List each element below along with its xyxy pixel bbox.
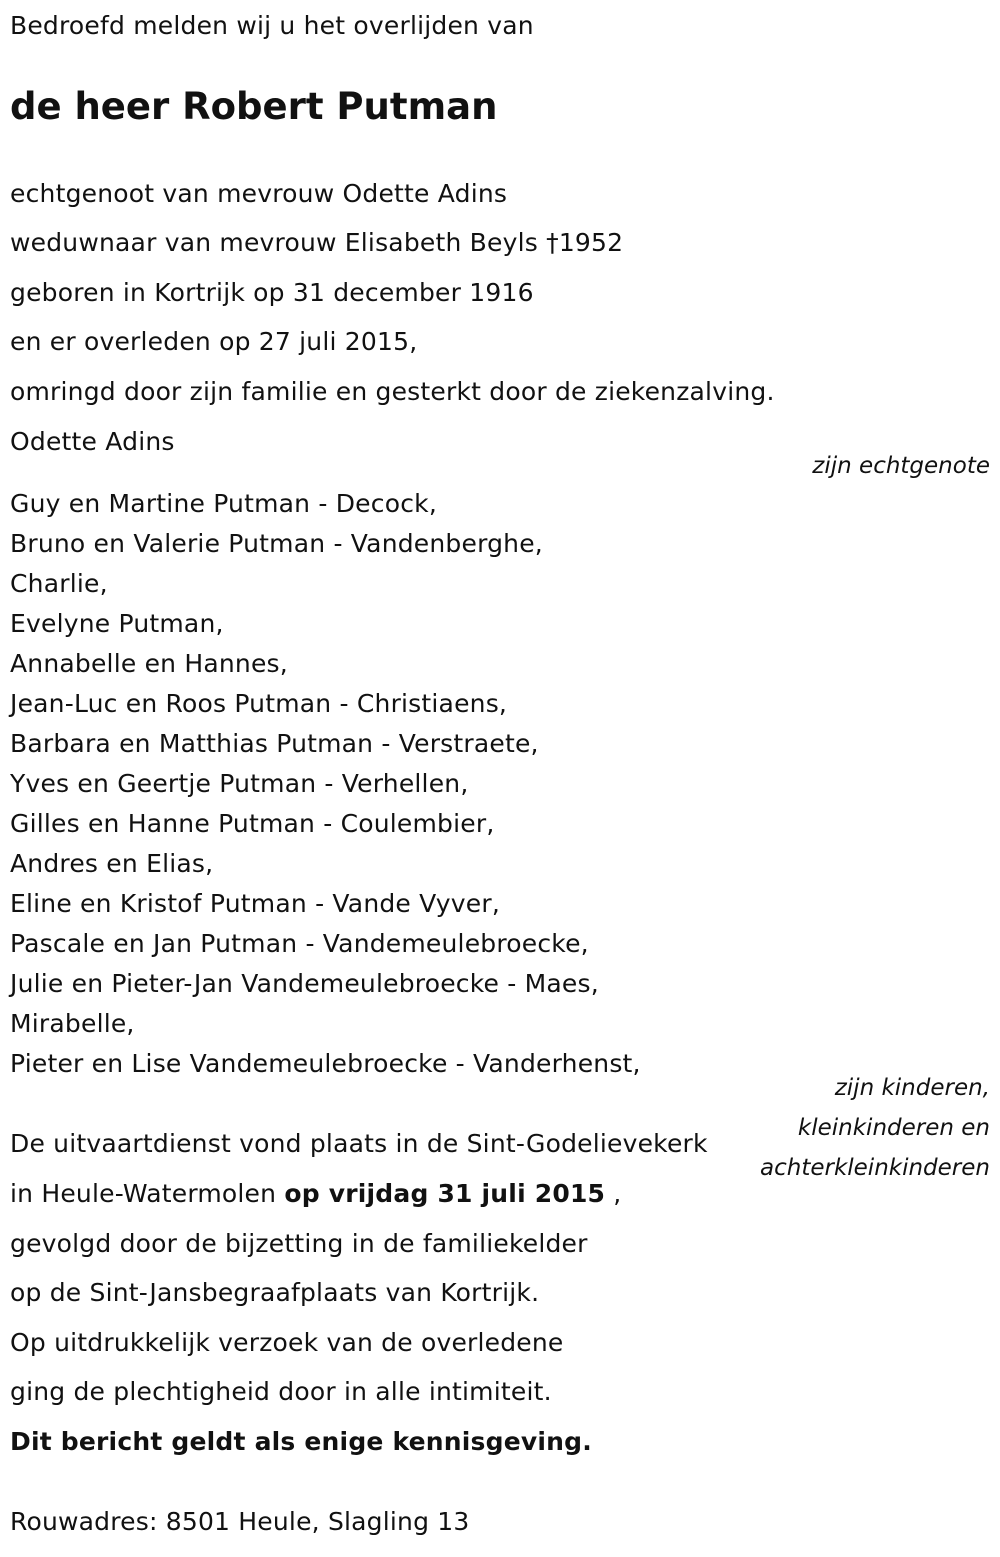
family-member: Jean-Luc en Roos Putman - Christiaens,: [10, 689, 508, 718]
deceased-name: de heer Robert Putman: [10, 85, 498, 128]
intro-text: Bedroefd melden wij u het overlijden van: [10, 11, 534, 40]
family-member: Eline en Kristof Putman - Vande Vyver,: [10, 889, 500, 918]
spouse-name: Odette Adins: [10, 427, 175, 456]
family-member: Julie en Pieter-Jan Vandemeulebroecke - Maes,: [10, 969, 599, 998]
sole-notice: Dit bericht geldt als enige kennisgeving.: [10, 1427, 592, 1456]
family-role-line: zijn kinderen,: [834, 1075, 990, 1101]
family-member: Charlie,: [10, 569, 108, 598]
family-member: Yves en Geertje Putman - Verhellen,: [10, 769, 469, 798]
mourning-address: Rouwadres: 8501 Heule, Slagling 13: [10, 1507, 470, 1536]
funeral-line-intimacy: ging de plechtigheid door in alle intimiteit.: [10, 1377, 552, 1406]
detail-death: en er overleden op 27 juli 2015,: [10, 327, 418, 356]
cross-icon: †: [546, 228, 559, 257]
family-member: Barbara en Matthias Putman - Verstraete,: [10, 729, 539, 758]
family-role-line: kleinkinderen en: [797, 1115, 990, 1141]
funeral-line-date: [10, 1179, 621, 1209]
funeral-line-request: Op uitdrukkelijk verzoek van de overledene: [10, 1328, 564, 1357]
family-member: Andres en Elias,: [10, 849, 214, 878]
family-member: Evelyne Putman,: [10, 609, 224, 638]
funeral-line-church: De uitvaartdienst vond plaats in de Sint-Godelievekerk: [10, 1129, 708, 1158]
family-member: Annabelle en Hannes,: [10, 649, 288, 678]
detail-spouse: echtgenoot van mevrouw Odette Adins: [10, 179, 508, 208]
family-member: Pascale en Jan Putman - Vandemeulebroecke,: [10, 929, 589, 958]
family-member: Guy en Martine Putman - Decock,: [10, 489, 437, 518]
family-member: Mirabelle,: [10, 1009, 135, 1038]
family-role-line: achterkleinkinderen: [760, 1155, 990, 1181]
detail-circumstances: omringd door zijn familie en gesterkt door de ziekenzalving.: [10, 377, 775, 406]
cross-year: 1952: [558, 228, 624, 257]
detail-widower: [10, 228, 623, 258]
detail-birth: geboren in Kortrijk op 31 december 1916: [10, 278, 534, 307]
funeral-line-burial: gevolgd door de bijzetting in de familiekelder: [10, 1229, 588, 1258]
funeral-date-suffix: ,: [613, 1179, 622, 1208]
funeral-date: op vrijdag 31 juli 2015: [284, 1179, 606, 1208]
detail-widower-text: weduwnaar van mevrouw Elisabeth Beyls: [10, 228, 538, 257]
spouse-role: zijn echtgenote: [812, 453, 990, 479]
funeral-location: in Heule-Watermolen: [10, 1179, 277, 1208]
funeral-line-cemetery: op de Sint-Jansbegraafplaats van Kortrijk.: [10, 1278, 540, 1307]
family-member: Pieter en Lise Vandemeulebroecke - Vanderhenst,: [10, 1049, 641, 1078]
family-member: Gilles en Hanne Putman - Coulembier,: [10, 809, 495, 838]
family-member: Bruno en Valerie Putman - Vandenberghe,: [10, 529, 543, 558]
